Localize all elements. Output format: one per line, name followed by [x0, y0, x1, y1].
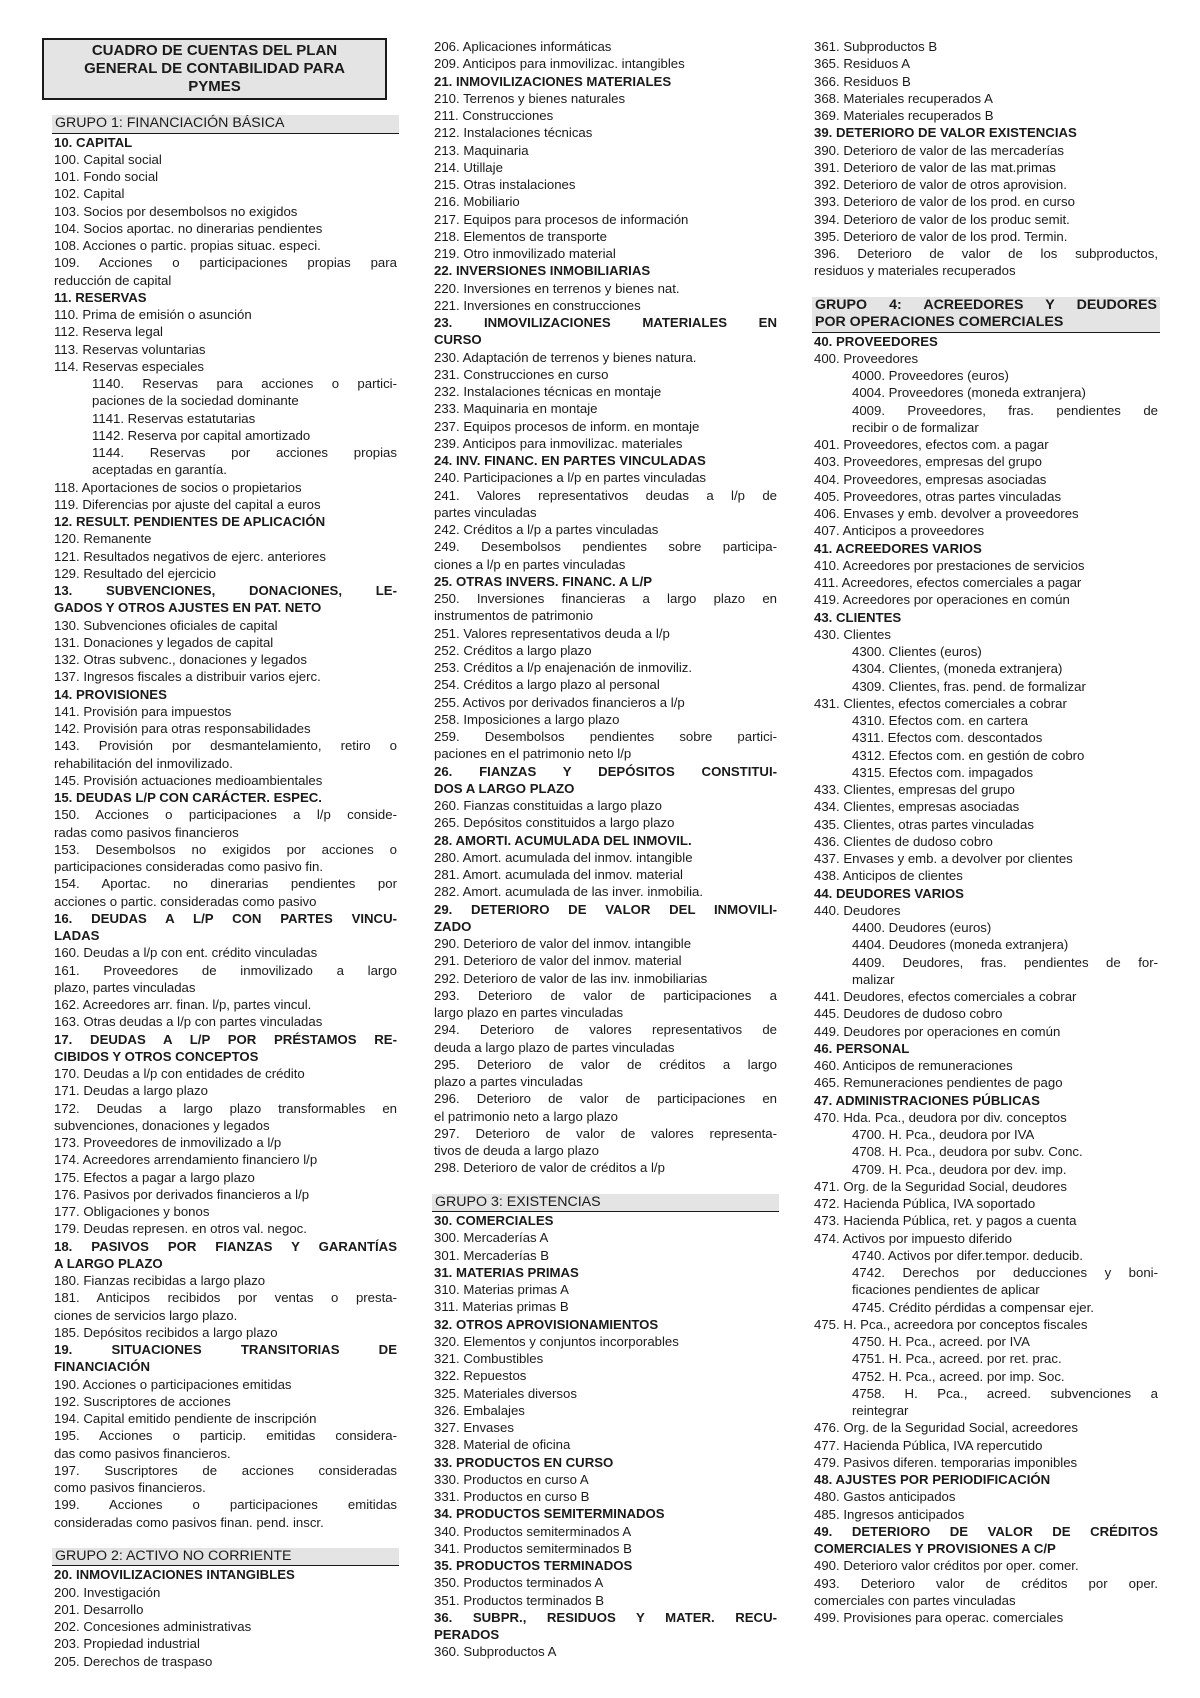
- account-line: 294. Deterioro de valores representativos de: [434, 1022, 777, 1038]
- account-line: 153. Desembolsos no exigidos por acciones o: [54, 841, 397, 857]
- account-line: comerciales con partes vinculadas: [814, 1592, 1016, 1608]
- account-line: 179. Deudas represen. en otros val. negoc.: [54, 1221, 307, 1237]
- account-line: 172. Deudas a largo plazo transformables en: [54, 1100, 397, 1116]
- account-line: 300. Mercaderías A: [434, 1230, 549, 1246]
- account-line: 471. Org. de la Seguridad Social, deudores: [814, 1178, 1067, 1194]
- account-line: 401. Proveedores, efectos com. a pagar: [814, 437, 1049, 452]
- account-subgroup-heading: 35. PRODUCTOS TERMINADOS: [434, 1558, 633, 1573]
- account-line: 202. Concesiones administrativas: [54, 1619, 252, 1634]
- group-heading: [812, 297, 1160, 333]
- subaccount-line: 4312. Efectos com. en gestión de cobro: [852, 747, 1085, 763]
- account-subgroup-heading: GADOS Y OTROS AJUSTES EN PAT. NETO: [54, 600, 322, 616]
- account-line: residuos y materiales recuperados: [814, 263, 1016, 279]
- account-line: 485. Ingresos anticipados: [814, 1506, 965, 1522]
- account-line: 341. Productos semiterminados B: [434, 1540, 632, 1556]
- subaccount-line: aceptadas en garantía.: [92, 462, 227, 478]
- account-line: el patrimonio neto a largo plazo: [434, 1108, 619, 1124]
- account-subgroup-heading: ZADO: [434, 918, 472, 934]
- group-heading-line: GRUPO 4: ACREEDORES Y DEUDORES: [815, 296, 1157, 313]
- account-line: 296. Deterioro de valor de participaciones en: [434, 1091, 777, 1107]
- subaccount-line: 1141. Reservas estatutarias: [92, 410, 256, 426]
- account-line: 326. Embalajes: [434, 1402, 525, 1418]
- column-1-lines: [54, 115, 397, 1670]
- document-title: [42, 38, 387, 100]
- account-line: 490. Deterioro valor créditos por oper. comer.: [814, 1558, 1079, 1574]
- account-line: 175. Efectos a pagar a largo plazo: [54, 1169, 255, 1185]
- subaccount-line: 1140. Reservas para acciones o partici-: [92, 376, 397, 391]
- account-subgroup-heading: 26. FIANZAS Y DEPÓSITOS CONSTITUI-: [434, 763, 777, 779]
- account-line: 194. Capital emitido pendiente de inscripción: [54, 1411, 317, 1426]
- account-line: 108. Acciones o partic. propias situac. especi.: [54, 238, 321, 253]
- account-line: 206. Aplicaciones informáticas: [434, 39, 612, 54]
- account-line: 499. Provisiones para operac. comerciales: [814, 1610, 1064, 1625]
- column-2: [434, 38, 777, 1661]
- document-title-line: GENERAL DE CONTABILIDAD PARA: [84, 60, 345, 77]
- account-subgroup-heading: 39. DETERIORO DE VALOR EXISTENCIAS: [814, 125, 1077, 141]
- account-line: 255. Activos por derivados financieros a l/p: [434, 694, 685, 710]
- account-line: 145. Provisión actuaciones medioambientales: [54, 772, 323, 788]
- account-subgroup-heading: 13. SUBVENCIONES, DONACIONES, LE-: [54, 583, 397, 598]
- subaccount-line: 4309. Clientes, fras. pend. de formalizar: [852, 678, 1086, 694]
- account-subgroup-heading: 15. DEUDAS L/P CON CARÁCTER. ESPEC.: [54, 790, 322, 805]
- account-subgroup-heading: 21. INMOVILIZACIONES MATERIALES: [434, 73, 672, 89]
- account-line: 253. Créditos a l/p enajenación de inmoviliz.: [434, 660, 693, 675]
- account-line: 150. Acciones o participaciones a l/p conside-: [54, 807, 397, 823]
- subaccount-line: 4404. Deudores (moneda extranjera): [852, 937, 1069, 953]
- account-line: 431. Clientes, efectos comerciales a cobrar: [814, 695, 1067, 711]
- account-line: 477. Hacienda Pública, IVA repercutido: [814, 1437, 1043, 1453]
- account-line: 161. Proveedores de inmovilizado a largo: [54, 962, 397, 978]
- account-subgroup-heading: 30. COMERCIALES: [434, 1213, 554, 1228]
- account-subgroup-heading: CURSO: [434, 332, 482, 348]
- account-line: 112. Reserva legal: [54, 324, 163, 340]
- account-subgroup-heading: 20. INMOVILIZACIONES INTANGIBLES: [54, 1567, 295, 1583]
- account-line: 216. Mobiliario: [434, 194, 520, 210]
- account-line: 197. Suscriptores de acciones consideradas: [54, 1462, 397, 1478]
- account-line: plazo, partes vinculadas: [54, 979, 196, 995]
- account-line: 350. Productos terminados A: [434, 1575, 604, 1591]
- account-line: partes vinculadas: [434, 504, 537, 520]
- subaccount-line: 4751. H. Pca., acreed. por ret. prac.: [852, 1351, 1062, 1367]
- account-line: 351. Productos terminados B: [434, 1592, 605, 1608]
- account-subgroup-heading: 32. OTROS APROVISIONAMIENTOS: [434, 1316, 659, 1332]
- account-line: 407. Anticipos a proveedores: [814, 523, 985, 539]
- account-line: 320. Elementos y conjuntos incorporables: [434, 1333, 679, 1349]
- account-line: 141. Provisión para impuestos: [54, 703, 232, 719]
- account-line: 129. Resultado del ejercicio: [54, 565, 217, 581]
- subaccount-line: 4400. Deudores (euros): [852, 920, 992, 935]
- subaccount-line: 1142. Reserva por capital amortizado: [92, 427, 311, 443]
- account-line: 476. Org. de la Seguridad Social, acreedores: [814, 1420, 1078, 1436]
- account-line: 102. Capital: [54, 186, 125, 202]
- account-subgroup-heading: CIBIDOS Y OTROS CONCEPTOS: [54, 1048, 259, 1064]
- account-line: 369. Materiales recuperados B: [814, 108, 994, 123]
- account-line: 390. Deterioro de valor de las mercaderías: [814, 142, 1064, 158]
- account-line: 396. Deterioro de valor de los subproductos,: [814, 246, 1158, 261]
- subaccount-line: ficaciones pendientes de aplicar: [852, 1282, 1040, 1298]
- account-line: 297. Deterioro de valor de valores representa-: [434, 1125, 777, 1141]
- account-line: 174. Acreedores arrendamiento financiero l/p: [54, 1152, 318, 1168]
- account-subgroup-heading: 33. PRODUCTOS EN CURSO: [434, 1454, 614, 1470]
- group-heading: [52, 1548, 399, 1567]
- account-line: 240. Participaciones a l/p en partes vinculadas: [434, 470, 706, 486]
- column-3: [814, 38, 1158, 1626]
- account-line: 232. Instalaciones técnicas en montaje: [434, 384, 662, 399]
- subaccount-line: 4708. H. Pca., deudora por subv. Conc.: [852, 1144, 1083, 1160]
- account-line: paciones en el patrimonio neto l/p: [434, 746, 632, 762]
- account-line: 104. Socios aportac. no dinerarias pendientes: [54, 220, 323, 236]
- account-line: 130. Subvenciones oficiales de capital: [54, 617, 278, 633]
- account-line: 200. Investigación: [54, 1584, 161, 1600]
- account-line: 331. Productos en curso B: [434, 1489, 590, 1504]
- account-line: participaciones consideradas como pasivo fin.: [54, 859, 324, 874]
- account-subgroup-heading: 34. PRODUCTOS SEMITERMINADOS: [434, 1506, 665, 1522]
- account-line: 365. Residuos A: [814, 56, 911, 72]
- account-line: 260. Fianzas constituidas a largo plazo: [434, 798, 662, 813]
- account-line: 280. Amort. acumulada del inmov. intangible: [434, 849, 693, 865]
- account-subgroup-heading: 18. PASIVOS POR FIANZAS Y GARANTÍAS: [54, 1238, 397, 1254]
- account-line: instrumentos de patrimonio: [434, 608, 594, 624]
- account-line: 465. Remuneraciones pendientes de pago: [814, 1075, 1063, 1091]
- account-line: 219. Otro inmovilizado material: [434, 246, 616, 261]
- account-line: 190. Acciones o participaciones emitidas: [54, 1376, 292, 1392]
- account-subgroup-heading: 23. INMOVILIZACIONES MATERIALES EN: [434, 315, 777, 330]
- account-line: 400. Proveedores: [814, 350, 919, 366]
- account-line: 233. Maquinaria en montaje: [434, 401, 598, 417]
- account-line: 203. Propiedad industrial: [54, 1636, 200, 1652]
- document-title-line: PYMES: [188, 78, 241, 95]
- account-line: 103. Socios por desembolsos no exigidos: [54, 203, 298, 219]
- account-line: 118. Aportaciones de socios o propietarios: [54, 479, 302, 495]
- account-subgroup-heading: 19. SITUACIONES TRANSITORIAS DE: [54, 1342, 397, 1357]
- account-line: 162. Acreedores arr. finan. l/p, partes vincul.: [54, 997, 312, 1012]
- account-line: 394. Deterioro de valor de los produc semit.: [814, 211, 1070, 227]
- account-line: 142. Provisión para otras responsabilidades: [54, 721, 311, 736]
- account-line: 109. Acciones o participaciones propias para: [54, 255, 397, 271]
- account-line: 281. Amort. acumulada del inmov. material: [434, 867, 683, 882]
- account-line: 259. Desembolsos pendientes sobre partici-: [434, 729, 777, 744]
- account-line: 185. Depósitos recibidos a largo plazo: [54, 1324, 278, 1340]
- subaccount-line: 4409. Deudores, fras. pendientes de for-: [852, 954, 1158, 970]
- account-line: 368. Materiales recuperados A: [814, 90, 993, 106]
- account-line: rehabilitación del inmovilizado.: [54, 755, 233, 771]
- subaccount-line: paciones de la sociedad dominante: [92, 393, 299, 409]
- column-3-lines: [814, 38, 1158, 1626]
- account-subgroup-heading: 16. DEUDAS A L/P CON PARTES VINCU-: [54, 910, 397, 926]
- account-line: 321. Combustibles: [434, 1351, 544, 1366]
- account-line: 395. Deterioro de valor de los prod. Termin.: [814, 228, 1068, 244]
- account-line: 170. Deudas a l/p con entidades de crédito: [54, 1066, 305, 1081]
- account-line: 131. Donaciones y legados de capital: [54, 634, 274, 650]
- account-line: 121. Resultados negativos de ejerc. anteriores: [54, 548, 326, 564]
- group-heading-line: GRUPO 2: ACTIVO NO CORRIENTE: [55, 1547, 292, 1564]
- account-line: 110. Prima de emisión o asunción: [54, 307, 252, 322]
- subaccount-line: recibir o de formalizar: [852, 419, 979, 435]
- account-line: 410. Acreedores por prestaciones de servicios: [814, 557, 1085, 573]
- account-subgroup-heading: FINANCIACIÓN: [54, 1359, 150, 1375]
- account-subgroup-heading: 43. CLIENTES: [814, 609, 902, 625]
- account-line: 239. Anticipos para inmovilizac. materiales: [434, 435, 683, 451]
- account-line: 403. Proveedores, empresas del grupo: [814, 454, 1042, 470]
- account-line: 210. Terrenos y bienes naturales: [434, 90, 626, 106]
- account-line: 301. Mercaderías B: [434, 1247, 550, 1263]
- account-line: 291. Deterioro de valor del inmov. material: [434, 953, 682, 969]
- account-line: ciones a l/p en partes vinculadas: [434, 556, 626, 572]
- account-subgroup-heading: 28. AMORTI. ACUMULADA DEL INMOVIL.: [434, 832, 692, 848]
- account-subgroup-heading: 47. ADMINISTRACIONES PÚBLICAS: [814, 1092, 1040, 1108]
- subaccount-line: 4742. Derechos por deducciones y boni-: [852, 1265, 1158, 1280]
- account-line: 393. Deterioro de valor de los prod. en curso: [814, 194, 1075, 210]
- account-line: 242. Créditos a l/p a partes vinculadas: [434, 522, 659, 537]
- account-line: 479. Pasivos diferen. temporarias imponibles: [814, 1454, 1078, 1470]
- account-line: 160. Deudas a l/p con ent. crédito vinculadas: [54, 945, 318, 961]
- account-line: 437. Envases y emb. a devolver por clientes: [814, 851, 1073, 866]
- subaccount-line: 4709. H. Pca., deudora por dev. imp.: [852, 1161, 1067, 1177]
- account-line: 330. Productos en curso A: [434, 1471, 589, 1487]
- account-line: 295. Deterioro de valor de créditos a largo: [434, 1056, 777, 1072]
- subaccount-line: 4000. Proveedores (euros): [852, 368, 1009, 383]
- account-line: 237. Equipos procesos de inform. en montaje: [434, 418, 700, 434]
- account-subgroup-heading: 48. AJUSTES POR PERIODIFICACIÓN: [814, 1472, 1051, 1487]
- account-line: como pasivos financieros.: [54, 1480, 206, 1495]
- account-line: 132. Otras subvenc., donaciones y legados: [54, 652, 307, 667]
- account-subgroup-heading: A LARGO PLAZO: [54, 1255, 163, 1271]
- account-line: 137. Ingresos fiscales a distribuir varios ejerc.: [54, 669, 321, 685]
- account-subgroup-heading: 36. SUBPR., RESIDUOS Y MATER. RECU-: [434, 1609, 777, 1625]
- subaccount-line: 1144. Reservas por acciones propias: [92, 445, 397, 460]
- account-line: 411. Acreedores, efectos comerciales a pagar: [814, 575, 1082, 590]
- subaccount-line: 4310. Efectos com. en cartera: [852, 713, 1028, 728]
- account-line: 114. Reservas especiales: [54, 358, 205, 374]
- account-subgroup-heading: DOS A LARGO PLAZO: [434, 780, 575, 796]
- document-title-line: CUADRO DE CUENTAS DEL PLAN: [91, 42, 338, 59]
- account-line: 143. Provisión por desmantelamiento, retiro o: [54, 738, 397, 754]
- account-line: 220. Inversiones en terrenos y bienes nat.: [434, 280, 680, 296]
- subaccount-line: 4315. Efectos com. impagados: [852, 764, 1034, 780]
- account-line: 231. Construcciones en curso: [434, 366, 609, 382]
- account-line: 360. Subproductos A: [434, 1644, 557, 1660]
- account-line: 230. Adaptación de terrenos y bienes natura.: [434, 349, 697, 365]
- account-line: 120. Remanente: [54, 531, 152, 547]
- account-line: 438. Anticipos de clientes: [814, 868, 963, 884]
- account-line: 405. Proveedores, otras partes vinculadas: [814, 488, 1062, 504]
- account-line: 282. Amort. acumulada de las inver. inmobilia.: [434, 884, 704, 900]
- account-line: 192. Suscriptores de acciones: [54, 1393, 231, 1409]
- account-line: 327. Envases: [434, 1420, 514, 1435]
- account-subgroup-heading: LADAS: [54, 928, 100, 943]
- section-spacer: [54, 1531, 397, 1548]
- group-heading-line: GRUPO 1: FINANCIACIÓN BÁSICA: [55, 115, 285, 131]
- account-line: 177. Obligaciones y bonos: [54, 1204, 210, 1219]
- account-line: 209. Anticipos para inmovilizac. intangibles: [434, 56, 685, 72]
- account-subgroup-heading: 24. INV. FINANC. EN PARTES VINCULADAS: [434, 453, 706, 468]
- account-subgroup-heading: 11. RESERVAS: [54, 289, 147, 305]
- subaccount-line: 4758. H. Pca., acreed. subvenciones a: [852, 1385, 1158, 1401]
- account-subgroup-heading: 12. RESULT. PENDIENTES DE APLICACIÓN: [54, 514, 326, 529]
- subaccount-line: reintegrar: [852, 1403, 909, 1418]
- account-line: 435. Clientes, otras partes vinculadas: [814, 816, 1034, 832]
- account-subgroup-heading: 25. OTRAS INVERS. FINANC. A L/P: [434, 573, 653, 589]
- account-line: 445. Deudores de dudoso cobro: [814, 1006, 1003, 1022]
- group-heading: [432, 1194, 779, 1213]
- account-line: 434. Clientes, empresas asociadas: [814, 799, 1020, 815]
- account-line: tivos de deuda a largo plazo: [434, 1143, 599, 1158]
- account-subgroup-heading: 46. PERSONAL: [814, 1040, 910, 1056]
- group-heading: [52, 115, 399, 134]
- subaccount-line: malizar: [852, 971, 895, 987]
- account-line: 310. Materias primas A: [434, 1282, 569, 1297]
- subaccount-line: 4752. H. Pca., acreed. por imp. Soc.: [852, 1368, 1065, 1384]
- account-line: 199. Acciones o participaciones emitidas: [54, 1497, 397, 1513]
- account-line: ciones de servicios largo plazo.: [54, 1307, 238, 1323]
- account-line: 217. Equipos para procesos de información: [434, 211, 689, 227]
- account-line: 265. Depósitos constituidos a largo plazo: [434, 815, 675, 831]
- account-line: 221. Inversiones en construcciones: [434, 297, 641, 313]
- subaccount-line: 4004. Proveedores (moneda extranjera): [852, 385, 1086, 401]
- account-line: 218. Elementos de transporte: [434, 228, 608, 244]
- column-2-lines: [434, 38, 777, 1661]
- account-line: 406. Envases y emb. devolver a proveedores: [814, 506, 1079, 521]
- account-line: 470. Hda. Pca., deudora por div. conceptos: [814, 1109, 1067, 1125]
- account-line: 391. Deterioro de valor de las mat.primas: [814, 159, 1056, 175]
- account-subgroup-heading: PERADOS: [434, 1627, 500, 1642]
- account-line: 100. Capital social: [54, 151, 162, 167]
- account-line: 252. Créditos a largo plazo: [434, 642, 592, 658]
- account-line: 436. Clientes de dudoso cobro: [814, 833, 993, 849]
- subaccount-line: 4750. H. Pca., acreed. por IVA: [852, 1334, 1030, 1349]
- account-line: deuda a largo plazo de partes vinculadas: [434, 1039, 675, 1055]
- account-line: 404. Proveedores, empresas asociadas: [814, 471, 1047, 487]
- account-subgroup-heading: 17. DEUDAS A L/P POR PRÉSTAMOS RE-: [54, 1031, 397, 1047]
- account-line: subvenciones, donaciones y legados: [54, 1117, 270, 1133]
- account-line: 480. Gastos anticipados: [814, 1489, 956, 1505]
- account-line: 195. Acciones o particip. emitidas considera-: [54, 1428, 397, 1444]
- account-line: 472. Hacienda Pública, IVA soportado: [814, 1196, 1036, 1211]
- account-line: 311. Materias primas B: [434, 1299, 569, 1315]
- account-line: 154. Aportac. no dinerarias pendientes por: [54, 876, 397, 892]
- account-line: 440. Deudores: [814, 902, 901, 918]
- account-line: 292. Deterioro de valor de las inv. inmobiliarias: [434, 970, 708, 986]
- account-line: 214. Utillaje: [434, 159, 503, 175]
- account-line: 176. Pasivos por derivados financieros a l/p: [54, 1186, 310, 1202]
- account-line: 419. Acreedores por operaciones en común: [814, 592, 1070, 608]
- account-line: 180. Fianzas recibidas a largo plazo: [54, 1273, 266, 1288]
- account-subgroup-heading: 44. DEUDORES VARIOS: [814, 885, 964, 901]
- account-subgroup-heading: 31. MATERIAS PRIMAS: [434, 1264, 579, 1280]
- column-1: [54, 38, 397, 1670]
- account-line: 241. Valores representativos deudas a l/p de: [434, 487, 777, 503]
- subaccount-line: 4700. H. Pca., deudora por IVA: [852, 1127, 1035, 1142]
- account-line: 173. Proveedores de inmovilizado a l/p: [54, 1135, 282, 1150]
- account-subgroup-heading: 14. PROVISIONES: [54, 686, 167, 702]
- account-line: 290. Deterioro de valor del inmov. intangible: [434, 936, 692, 951]
- account-line: 493. Deterioro valor de créditos por oper.: [814, 1575, 1158, 1591]
- subaccount-line: 4745. Crédito pérdidas a compensar ejer.: [852, 1299, 1094, 1315]
- account-line: 258. Imposiciones a largo plazo: [434, 711, 620, 727]
- account-line: 201. Desarrollo: [54, 1601, 144, 1617]
- subaccount-line: 4304. Clientes, (moneda extranjera): [852, 661, 1063, 677]
- account-line: 430. Clientes: [814, 626, 891, 642]
- account-line: 473. Hacienda Pública, ret. y pagos a cuenta: [814, 1213, 1077, 1229]
- account-line: 322. Repuestos: [434, 1368, 527, 1384]
- account-line: 298. Deterioro de valor de créditos a l/p: [434, 1160, 665, 1176]
- account-line: 340. Productos semiterminados A: [434, 1523, 632, 1539]
- group-heading-line: POR OPERACIONES COMERCIALES: [815, 314, 1064, 330]
- account-line: 101. Fondo social: [54, 169, 159, 184]
- account-line: largo plazo en partes vinculadas: [434, 1005, 624, 1020]
- account-subgroup-heading: 49. DETERIORO DE VALOR DE CRÉDITOS: [814, 1523, 1158, 1539]
- account-line: 213. Maquinaria: [434, 142, 529, 158]
- account-line: 460. Anticipos de remuneraciones: [814, 1058, 1013, 1073]
- account-line: 325. Materiales diversos: [434, 1385, 577, 1401]
- account-line: 119. Diferencias por ajuste del capital a euros: [54, 496, 321, 512]
- subaccount-line: 4740. Activos por difer.tempor. deducib.: [852, 1247, 1083, 1263]
- account-line: 475. H. Pca., acreedora por conceptos fiscales: [814, 1316, 1088, 1332]
- account-line: reducción de capital: [54, 272, 172, 288]
- account-line: 392. Deterioro de valor de otros aprovision.: [814, 177, 1067, 192]
- section-spacer: [434, 1177, 777, 1194]
- account-line: 181. Anticipos recibidos por ventas o presta-: [54, 1290, 397, 1306]
- account-subgroup-heading: 22. INVERSIONES INMOBILIARIAS: [434, 263, 651, 279]
- account-subgroup-heading: 40. PROVEEDORES: [814, 333, 938, 349]
- account-line: 250. Inversiones financieras a largo plazo en: [434, 591, 777, 606]
- subaccount-line: 4009. Proveedores, fras. pendientes de: [852, 402, 1158, 418]
- account-line: 361. Subproductos B: [814, 39, 938, 54]
- account-subgroup-heading: 41. ACREEDORES VARIOS: [814, 540, 982, 556]
- account-line: consideradas como pasivos finan. pend. inscr.: [54, 1514, 324, 1530]
- account-line: 441. Deudores, efectos comerciales a cobrar: [814, 989, 1077, 1004]
- account-line: das como pasivos financieros.: [54, 1445, 231, 1461]
- group-heading-line: GRUPO 3: EXISTENCIAS: [435, 1193, 601, 1210]
- subaccount-line: 4300. Clientes (euros): [852, 644, 982, 659]
- account-line: 212. Instalaciones técnicas: [434, 125, 593, 141]
- account-line: 366. Residuos B: [814, 73, 911, 89]
- account-line: 215. Otras instalaciones: [434, 177, 576, 192]
- account-line: 171. Deudas a largo plazo: [54, 1083, 208, 1099]
- account-line: 328. Material de oficina: [434, 1437, 571, 1453]
- account-subgroup-heading: COMERCIALES Y PROVISIONES A C/P: [814, 1541, 1056, 1556]
- account-subgroup-heading: 10. CAPITAL: [54, 134, 133, 150]
- account-line: 113. Reservas voluntarias: [54, 341, 206, 357]
- account-line: 449. Deudores por operaciones en común: [814, 1023, 1061, 1039]
- account-line: 249. Desembolsos pendientes sobre participa-: [434, 539, 777, 555]
- account-subgroup-heading: 29. DETERIORO DE VALOR DEL INMOVILI-: [434, 901, 777, 917]
- account-line: 474. Activos por impuesto diferido: [814, 1230, 1012, 1246]
- account-line: 205. Derechos de traspaso: [54, 1653, 213, 1669]
- section-spacer: [814, 280, 1158, 297]
- account-line: 433. Clientes, empresas del grupo: [814, 782, 1015, 797]
- account-line: plazo a partes vinculadas: [434, 1074, 583, 1089]
- account-line: 163. Otras deudas a l/p con partes vinculadas: [54, 1014, 323, 1030]
- account-line: 254. Créditos a largo plazo al personal: [434, 677, 660, 693]
- account-line: 211. Construcciones: [434, 108, 554, 123]
- account-line: radas como pasivos financieros: [54, 824, 239, 840]
- account-line: 293. Deterioro de valor de participaciones a: [434, 987, 777, 1003]
- account-line: 251. Valores representativos deuda a l/p: [434, 625, 670, 641]
- subaccount-line: 4311. Efectos com. descontados: [852, 730, 1043, 746]
- account-line: acciones o partic. consideradas como pasivo: [54, 893, 317, 909]
